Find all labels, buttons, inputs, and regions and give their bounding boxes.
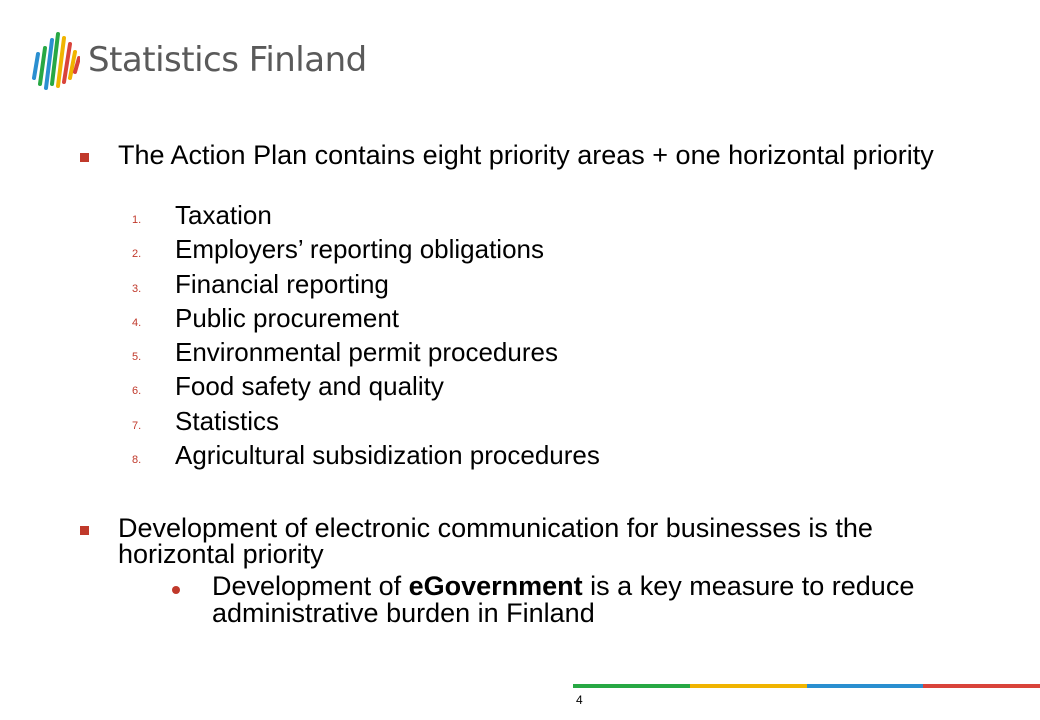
footer-bar-segment bbox=[807, 684, 924, 688]
priority-label: Environmental permit procedures bbox=[175, 337, 558, 368]
bullet-square-icon bbox=[80, 153, 89, 162]
priority-number: 5. bbox=[132, 351, 142, 364]
priority-label: Employers’ reporting obligations bbox=[175, 234, 545, 265]
sub-bullet-text-end: is a key measure to reduce administrative burden in Finland bbox=[212, 571, 915, 628]
priority-number: 4. bbox=[132, 316, 142, 329]
priority-number: 8. bbox=[132, 454, 142, 467]
footer-bar-segment bbox=[690, 684, 807, 688]
priority-number: 1. bbox=[132, 214, 142, 226]
priority-number: 7. bbox=[132, 419, 142, 432]
priority-label: Agricultural subsidization procedures bbox=[175, 440, 600, 471]
footer-bar-segment bbox=[923, 684, 1040, 688]
priority-number: 3. bbox=[132, 282, 142, 295]
priority-label: Food safety and quality bbox=[175, 371, 444, 402]
page-number: 4 bbox=[576, 693, 583, 707]
sub-bullet-text-start: Development of bbox=[212, 571, 409, 601]
priority-number: 6. bbox=[132, 385, 142, 398]
priority-label: Financial reporting bbox=[175, 268, 389, 299]
bullet-square-icon bbox=[80, 526, 89, 535]
footer-bar-segment bbox=[573, 684, 690, 688]
bullet-dot-icon bbox=[172, 586, 180, 594]
priority-label: Taxation bbox=[175, 200, 272, 230]
priority-number: 2. bbox=[132, 248, 142, 261]
priority-label: Statistics bbox=[175, 405, 280, 436]
logo-text: Statistics Finland bbox=[88, 40, 367, 80]
statistics-finland-bars-logo-icon bbox=[28, 28, 80, 92]
sub-bullet-egovernment bbox=[212, 573, 972, 627]
sub-bullet-bold-term: eGovernment bbox=[408, 571, 583, 601]
bullet-text-horizontal-priority: Development of electronic communication for businesses is the horizontal priority bbox=[118, 513, 873, 569]
footer-color-bar bbox=[573, 684, 1040, 688]
bullet-text-action-plan: The Action Plan contains eight priority areas + one horizontal priority bbox=[118, 140, 934, 170]
priority-label: Public procurement bbox=[175, 302, 399, 333]
